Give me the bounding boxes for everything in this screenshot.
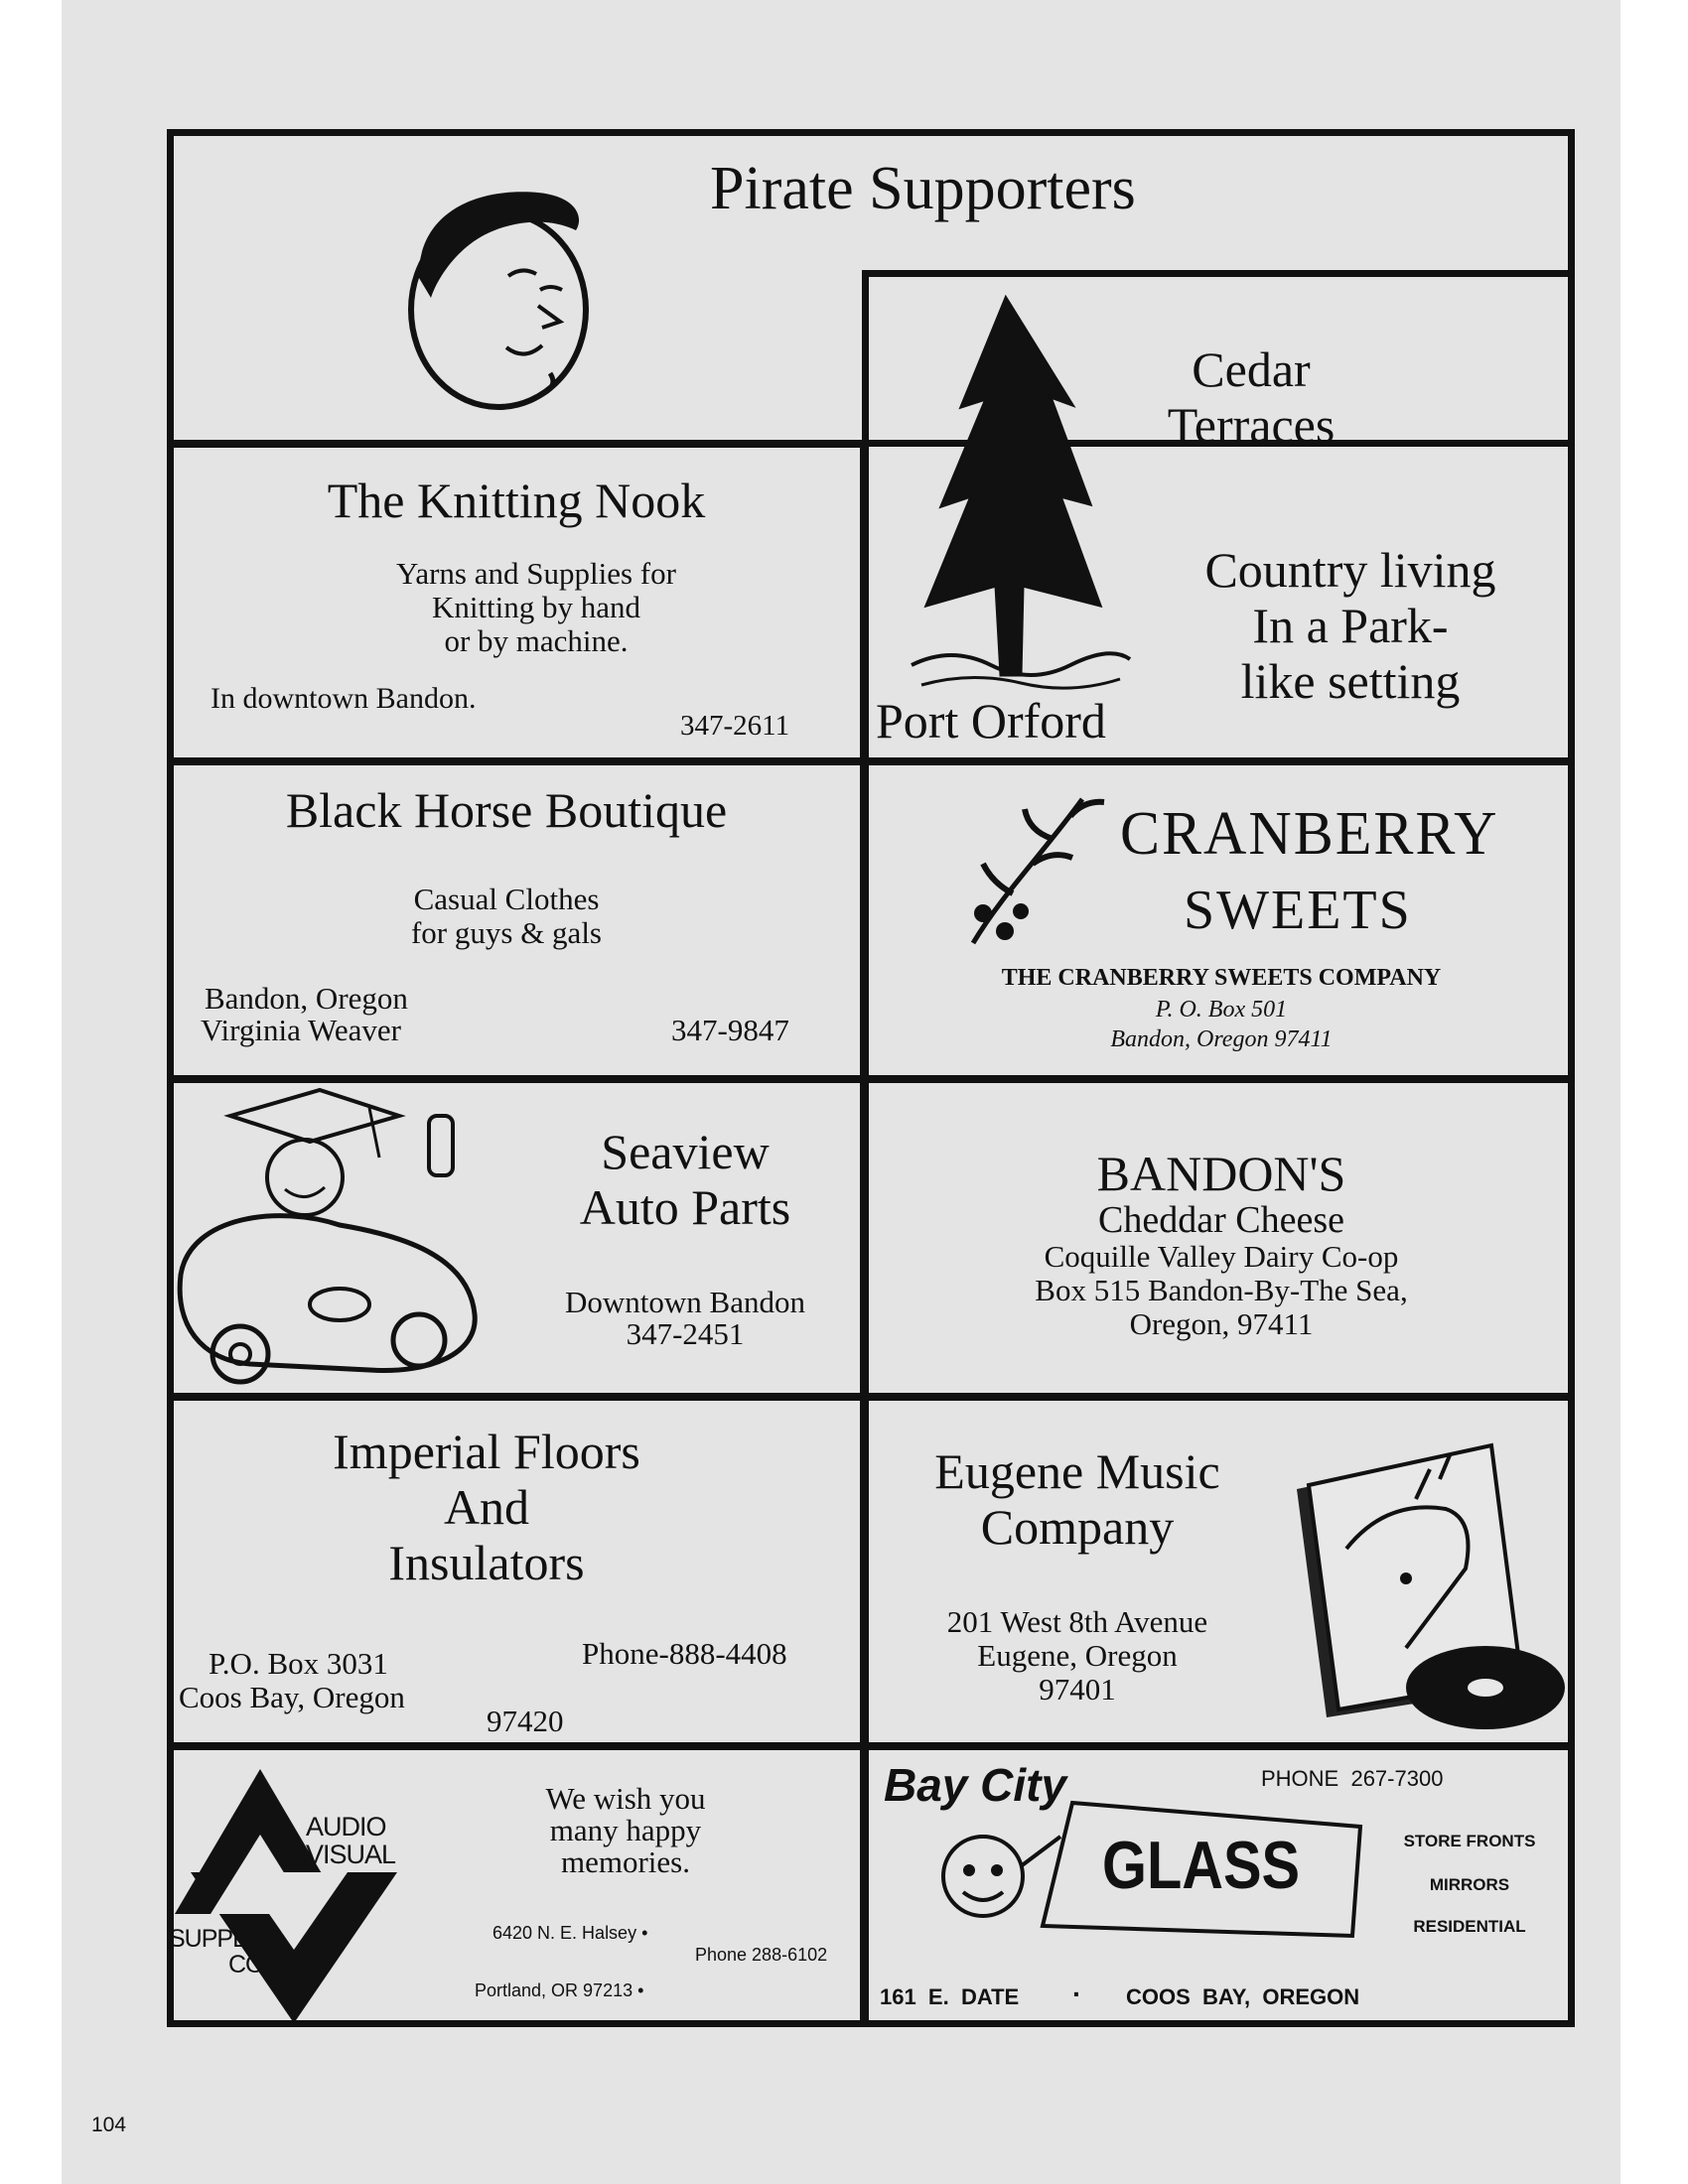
black-horse-city: Bandon, Oregon	[205, 981, 408, 1016]
imperial-phone: Phone-888-4408	[582, 1636, 787, 1671]
page-title: Pirate Supporters	[710, 155, 1136, 222]
black-horse-desc-2: for guys & gals	[410, 915, 602, 950]
eugene-music-name-2: Company	[980, 1499, 1175, 1555]
knitting-nook-name: The Knitting Nook	[327, 473, 706, 528]
knitting-nook-phone: 347-2611	[680, 710, 790, 742]
graduate-car-illustration	[171, 1086, 489, 1394]
imperial-city: Coos Bay, Oregon	[179, 1680, 405, 1714]
cedar-terraces-name-2: Terraces	[1167, 397, 1336, 453]
bandons-line-1: Coquille Valley Dairy Co-op	[1044, 1239, 1399, 1274]
audio-visual-logo-icon	[171, 1765, 409, 2023]
eugene-music-addr-3: 97401	[1039, 1672, 1116, 1706]
bay-city-brand: Bay City	[884, 1759, 1067, 1811]
bay-city-service-1: STORE FRONTS	[1403, 1832, 1536, 1850]
bandons-product: Cheddar Cheese	[1098, 1199, 1344, 1241]
audio-visual-logo-4: CO.	[228, 1951, 270, 1979]
bandons-line-2: Box 515 Bandon-By-The Sea,	[1035, 1273, 1408, 1307]
cedar-terraces-tag-2: In a Park-	[1252, 598, 1449, 653]
audio-visual-addr-2: Portland, OR 97213 •	[475, 1980, 644, 2000]
audio-visual-logo-3: SUPPLY	[169, 1925, 259, 1953]
record-albums-illustration	[1287, 1430, 1555, 1737]
cranberry-company: THE CRANBERRY SWEETS COMPANY	[1001, 965, 1442, 991]
imperial-name-2: And	[443, 1479, 530, 1535]
bay-city-phone: PHONE 267-7300	[1261, 1766, 1444, 1791]
bay-city-city: COOS BAY, OREGON	[1126, 1984, 1360, 2009]
eugene-music-name-1: Eugene Music	[934, 1443, 1220, 1499]
cedar-terraces-name-1: Cedar	[1192, 341, 1311, 397]
cedar-terraces-tag-3: like setting	[1240, 653, 1461, 709]
cranberry-logo-1: CRANBERRY	[1120, 798, 1499, 868]
black-horse-owner: Virginia Weaver	[201, 1013, 401, 1047]
knitting-nook-desc-1: Yarns and Supplies for	[396, 556, 676, 591]
knitting-nook-desc-2: Knitting by hand	[431, 590, 641, 624]
bay-city-word: GLASS	[1102, 1828, 1301, 1903]
audio-visual-msg-3: memories.	[561, 1844, 690, 1879]
audio-visual-msg-1: We wish you	[545, 1781, 706, 1816]
bay-city-service-2: MIRRORS	[1429, 1875, 1510, 1894]
black-horse-phone: 347-9847	[671, 1013, 789, 1047]
bay-city-service-3: RESIDENTIAL	[1413, 1917, 1526, 1936]
eugene-music-addr-2: Eugene, Oregon	[977, 1638, 1178, 1673]
bay-city-bullet: ·	[1072, 1979, 1082, 2009]
seaview-location: Downtown Bandon	[565, 1285, 805, 1319]
knitting-nook-location: In downtown Bandon.	[211, 682, 477, 715]
knitting-nook-desc-3: or by machine.	[444, 623, 629, 658]
seaview-name-1: Seaview	[601, 1124, 770, 1179]
audio-visual-logo-1: AUDIO	[306, 1812, 386, 1842]
pirate-face-illustration	[389, 179, 618, 417]
page-number: 104	[91, 2114, 127, 2136]
cranberry-box: P. O. Box 501	[1155, 997, 1288, 1023]
black-horse-name: Black Horse Boutique	[285, 782, 728, 838]
audio-visual-msg-2: many happy	[549, 1813, 702, 1847]
imperial-box: P.O. Box 3031	[209, 1646, 388, 1681]
cedar-terraces-place: Port Orford	[876, 693, 1106, 749]
bay-city-address: 161 E. DATE	[880, 1984, 1020, 2009]
cedar-terraces-tag-1: Country living	[1204, 542, 1496, 598]
imperial-name-1: Imperial Floors	[333, 1424, 640, 1479]
black-horse-desc-1: Casual Clothes	[413, 882, 600, 916]
bandons-line-3: Oregon, 97411	[1129, 1306, 1314, 1341]
cranberry-logo-2: SWEETS	[1184, 880, 1412, 941]
imperial-zip: 97420	[487, 1704, 564, 1738]
seaview-phone: 347-2451	[626, 1316, 745, 1351]
eugene-music-addr-1: 201 West 8th Avenue	[946, 1604, 1208, 1639]
bandons-name: BANDON'S	[1096, 1146, 1346, 1201]
cranberry-city: Bandon, Oregon 97411	[1110, 1026, 1333, 1052]
imperial-name-3: Insulators	[388, 1535, 585, 1590]
audio-visual-phone: Phone 288-6102	[695, 1945, 828, 1965]
audio-visual-addr-1: 6420 N. E. Halsey •	[492, 1923, 648, 1943]
fir-tree-illustration	[902, 288, 1140, 705]
seaview-name-2: Auto Parts	[579, 1179, 791, 1235]
cranberry-branch-icon	[963, 784, 1112, 953]
audio-visual-logo-2: VISUAL	[306, 1840, 396, 1869]
